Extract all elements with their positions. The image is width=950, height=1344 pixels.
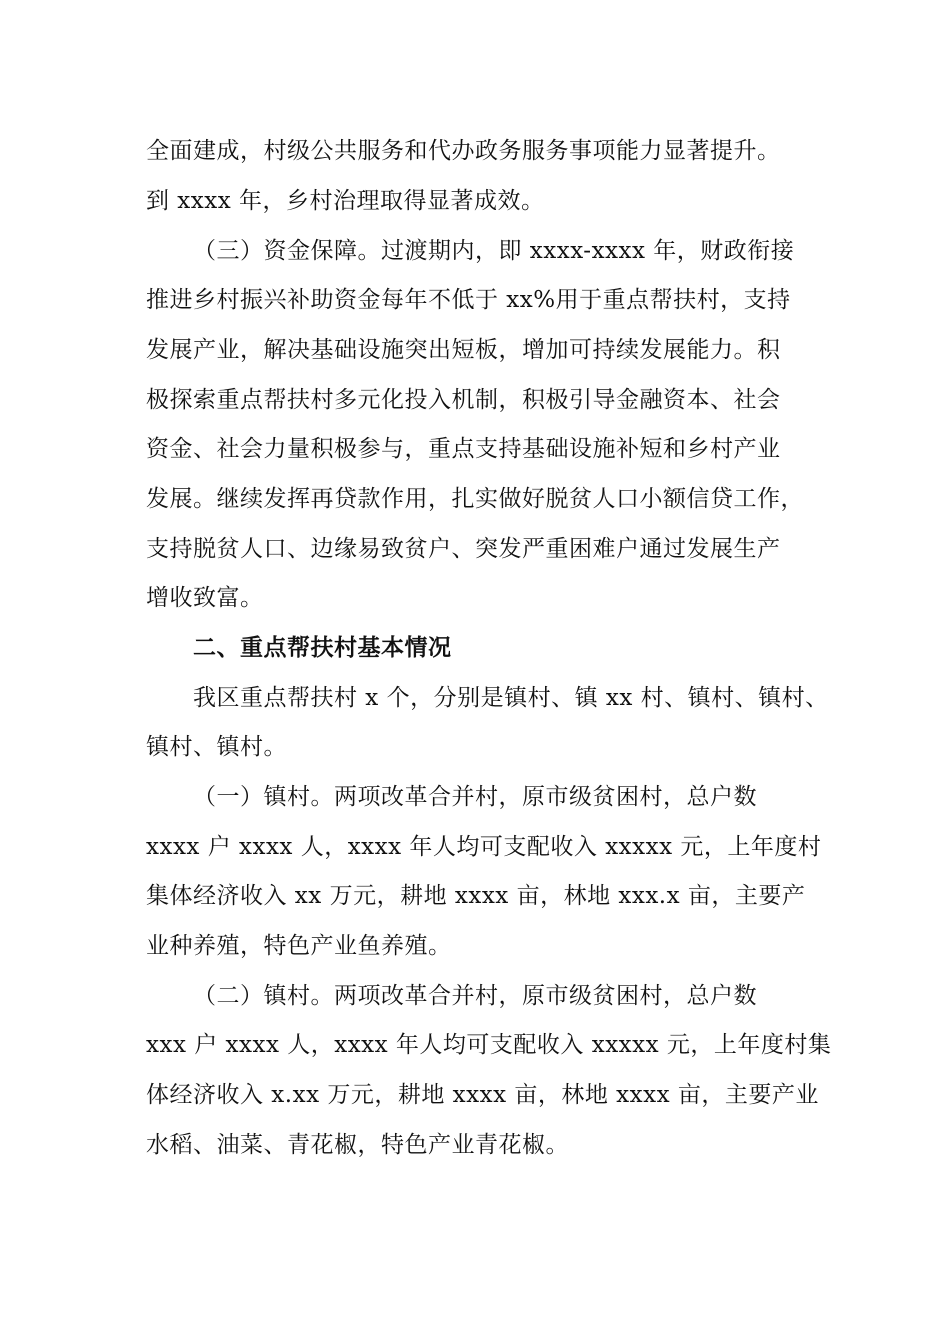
text-line: （二）镇村。两项改革合并村，原市级贫困村，总户数	[193, 983, 757, 1009]
text-line: xxxx 户 xxxx 人，xxxx 年人均可支配收入 xxxxx 元，上年度村	[146, 834, 822, 860]
text-line: 体经济收入 x.xx 万元，耕地 xxxx 亩，林地 xxxx 亩，主要产业	[146, 1082, 819, 1108]
text-line: 资金、社会力量积极参与，重点支持基础设施补短和乡村产业	[146, 436, 781, 462]
text-line: （一）镇村。两项改革合并村，原市级贫困村，总户数	[193, 784, 757, 810]
text-line: 业种养殖，特色产业鱼养殖。	[146, 933, 452, 959]
text-line: 集体经济收入 xx 万元，耕地 xxxx 亩，林地 xxx.x 亩，主要产	[146, 883, 806, 909]
text-line: 支持脱贫人口、边缘易致贫户、突发严重困难户通过发展生产	[146, 536, 781, 562]
text-line: 水稻、油菜、青花椒，特色产业青花椒。	[146, 1132, 569, 1158]
text-line: 发展。继续发挥再贷款作用，扎实做好脱贫人口小额信贷工作，	[146, 486, 804, 512]
section-heading: 二、重点帮扶村基本情况	[193, 635, 452, 661]
text-line: 镇村、镇村。	[146, 734, 287, 760]
text-line: 推进乡村振兴补助资金每年不低于 xx%用于重点帮扶村，支持	[146, 287, 791, 313]
text-line: 发展产业，解决基础设施突出短板，增加可持续发展能力。积	[146, 337, 781, 363]
text-line: 全面建成，村级公共服务和代办政务服务事项能力显著提升。	[146, 138, 781, 164]
text-line: xxx 户 xxxx 人，xxxx 年人均可支配收入 xxxxx 元，上年度村集	[146, 1032, 832, 1058]
text-line: 到 xxxx 年，乡村治理取得显著成效。	[146, 188, 545, 214]
text-line: 我区重点帮扶村 x 个，分别是镇村、镇 xx 村、镇村、镇村、	[193, 685, 829, 711]
text-line: 增收致富。	[146, 585, 264, 611]
text-line: （三）资金保障。过渡期内，即 xxxx-xxxx 年，财政衔接	[193, 238, 795, 264]
text-line: 极探索重点帮扶村多元化投入机制，积极引导金融资本、社会	[146, 387, 781, 413]
